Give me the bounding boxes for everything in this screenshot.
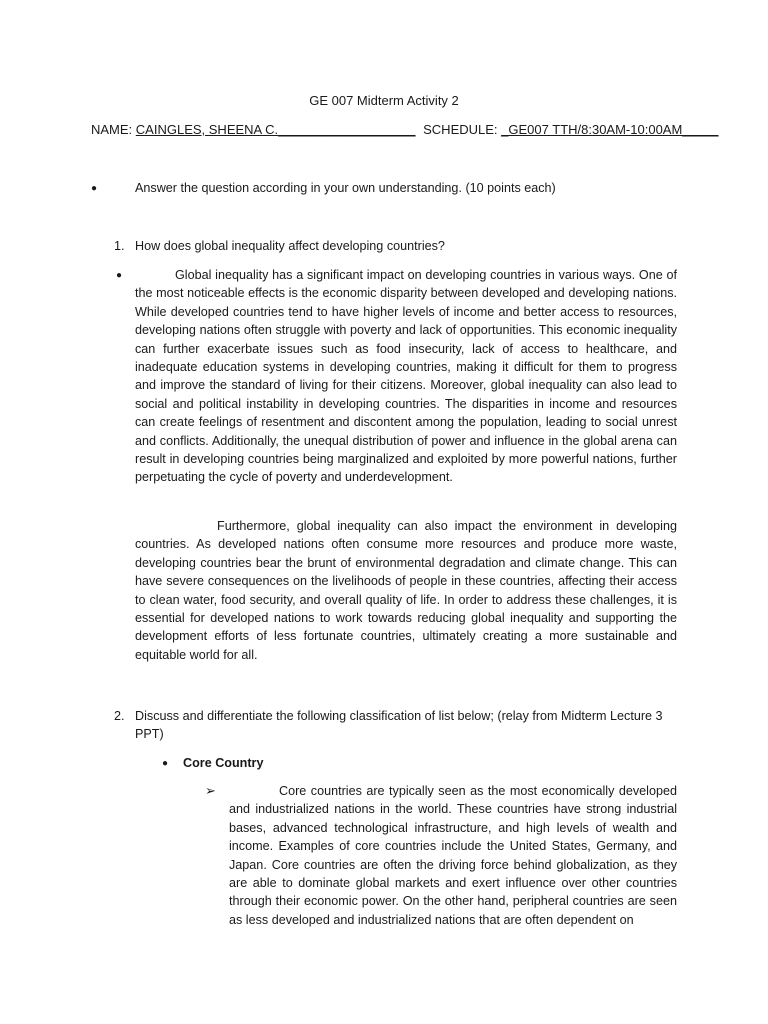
core-country-heading: Core Country	[183, 756, 264, 770]
schedule-label: SCHEDULE:	[423, 122, 498, 137]
bullet-dot-icon: ●	[162, 758, 169, 769]
schedule-value: _GE007 TTH/8:30AM-10:00AM_____	[501, 122, 719, 137]
name-schedule-line	[91, 121, 719, 139]
bullet-dot-icon: ●	[116, 270, 123, 281]
question-1-number: 1.	[114, 239, 125, 253]
name-value: CAINGLES, SHEENA C.___________________	[135, 122, 416, 137]
document-title: GE 007 Midterm Activity 2	[309, 93, 459, 108]
bullet-dot-icon: ●	[91, 183, 98, 194]
answer-1-paragraph-2: Furthermore, global inequality can also impact the environment in developing countries. As developed nations often consume more resources and produce more waste, developing countries bear the brunt of environmental degradation and climate change. This can have severe consequences on the livelihoods of people in these countries, affecting their access to clean water, food security, and overall quality of life. In order to address these challenges, it is essential for developed nations to work towards reducing global inequality and supporting the development efforts of less fortunate countries, ultimately creating a more sustainable and equitable world for all.	[135, 519, 677, 662]
name-label: NAME:	[91, 122, 133, 137]
question-2-text: Discuss and differentiate the following classification of list below; (relay from Midterm Lecture 3 PPT)	[135, 709, 663, 742]
answer-1-paragraph-1: Global inequality has a significant impact on developing countries in various ways. One of the most noticeable effects is the economic disparity between developed and developing nations. While developed countries tend to have higher levels of income and better access to resources, developing nations often struggle with poverty and lack of opportunities. This economic inequality can further exacerbate issues such as food insecurity, lack of access to healthcare, and inadequate education systems in developing countries, making it difficult for them to progress and improve the standard of living for their citizens. Moreover, global inequality can also lead to social and political instability in developing countries. The disparities in income and resources can create feelings of resentment and discontent among the population, leading to social unrest and conflicts. Additionally, the unequal distribution of power and influence in the global arena can result in developing countries being marginalized and exploited by more powerful nations, further perpetuating the cycle of poverty and underdevelopment.	[135, 268, 677, 485]
instruction-text: Answer the question according in your own understanding. (10 points each)	[135, 181, 556, 195]
question-2-number: 2.	[114, 709, 125, 723]
core-country-paragraph: Core countries are typically seen as the most economically developed and industrialized nations in the world. These countries have strong industrial bases, advanced technological infrastructure, and high levels of wealth and income. Examples of core countries include the United States, Germany, and Japan. Core countries are often the driving force behind globalization, as they are able to dominate global markets and exert influence over other countries through their economic power. On the other hand, peripheral countries are seen as less developed and industrialized nations that are often dependent on	[229, 784, 677, 927]
question-1-text: How does global inequality affect developing countries?	[135, 239, 445, 253]
arrow-bullet-icon: ➢	[205, 783, 216, 798]
